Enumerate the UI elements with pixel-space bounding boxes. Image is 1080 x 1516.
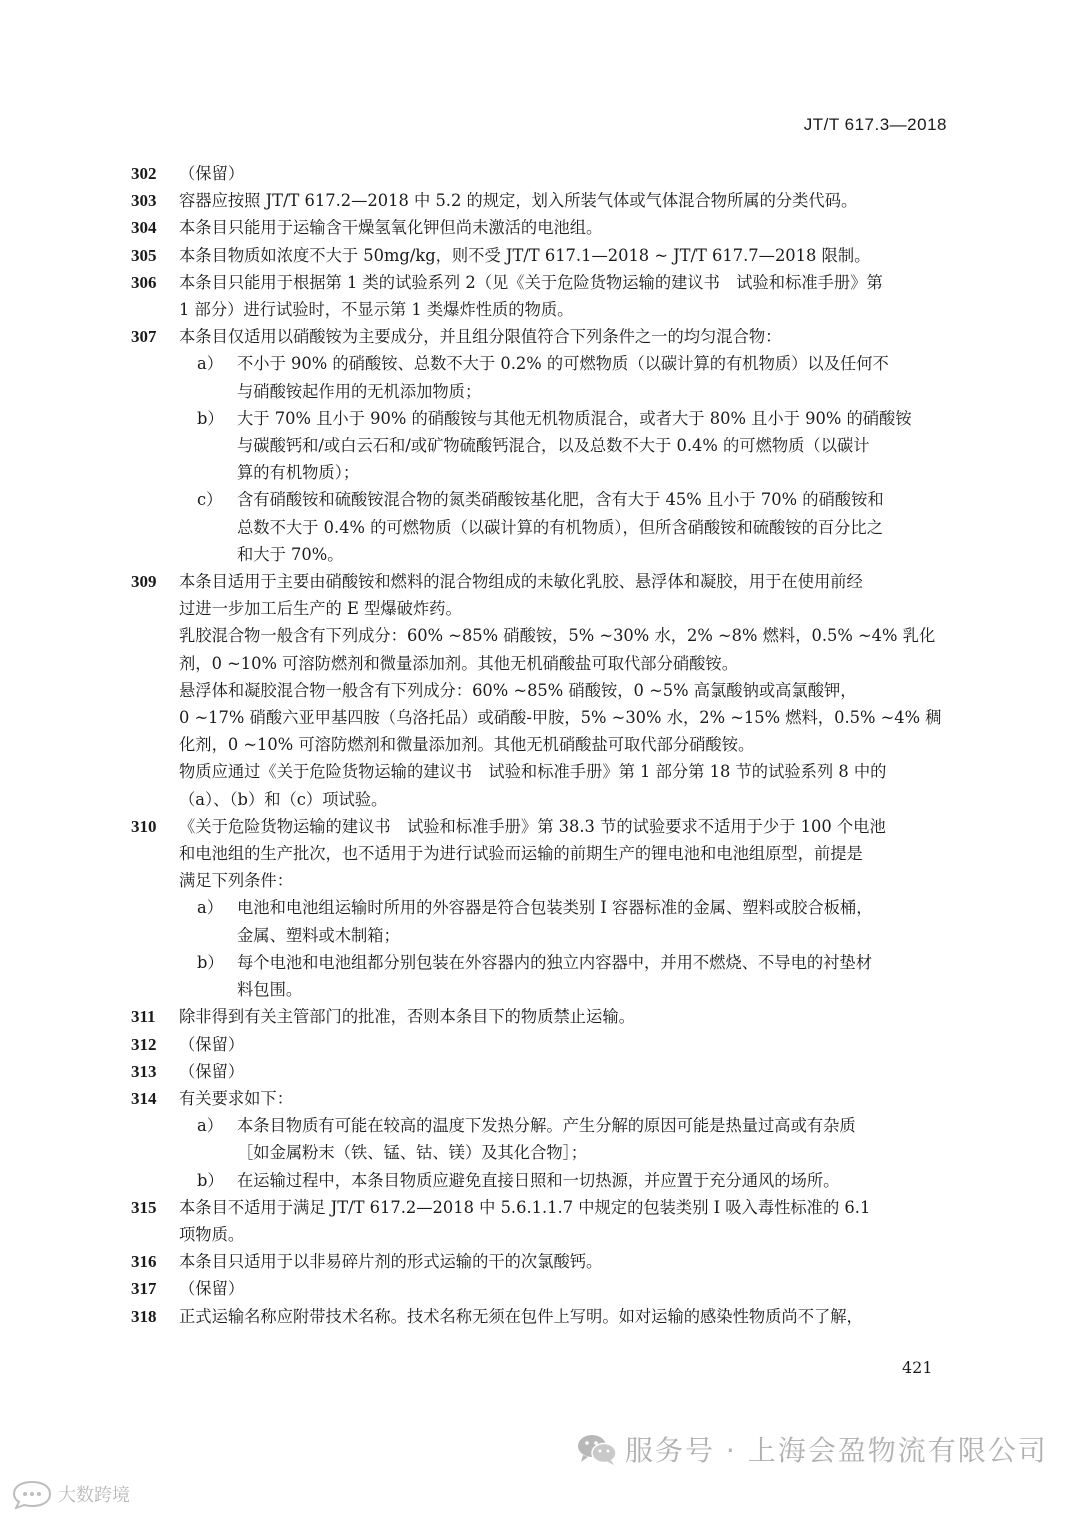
entry-309-paragraph xyxy=(131,677,947,759)
entry-line: （保留） xyxy=(179,1061,245,1081)
entry-302 xyxy=(131,160,947,187)
entry-number: 305 xyxy=(131,245,157,265)
sub-item-line: 和大于 70%。 xyxy=(237,544,344,564)
sub-item-text xyxy=(237,405,947,487)
entry-text xyxy=(179,242,947,269)
entry-number: 311 xyxy=(131,1007,156,1027)
entry-line: 正式运输名称应附带技术名称。技术名称无须在包件上写明。如对运输的感染性物质尚不了解， xyxy=(179,1306,863,1326)
entry-number: 307 xyxy=(131,327,157,347)
entry-number: 312 xyxy=(131,1034,157,1054)
entry-line: 本条目适用于主要由硝酸铵和燃料的混合物组成的未敏化乳胶、悬浮体和凝胶，用于在使用前经 xyxy=(179,572,863,592)
sub-item-line: ［如金属粉末（铁、锰、钴、镁）及其化合物］； xyxy=(237,1143,588,1163)
entry-307 xyxy=(131,323,947,350)
entry-line: 本条目物质如浓度不大于 50mg/kg，则不受 JT/T 617.1—2018 ~ JT/T 617.7—2018 限制。 xyxy=(179,245,871,265)
entry-line: 除非得到有关主管部门的批准，否则本条目下的物质禁止运输。 xyxy=(179,1007,635,1027)
entry-text xyxy=(179,323,947,350)
sub-item-a xyxy=(131,350,947,404)
paragraph-text xyxy=(179,622,947,676)
entry-312 xyxy=(131,1031,947,1058)
entry-line: 和电池组的生产批次，也不适用于为进行试验而运输的前期生产的锂电池和电池组原型，前提是 xyxy=(179,844,863,864)
wechat-icon xyxy=(575,1432,619,1466)
entry-text xyxy=(179,568,947,622)
paragraph-line: 剂，0 ~10% 可溶防燃剂和微量添加剂。其他无机硝酸盐可取代部分硝酸铵。 xyxy=(179,653,738,673)
entry-line: 容器应按照 JT/T 617.2—2018 中 5.2 的规定，划入所装气体或气体混合物所属的分类代码。 xyxy=(179,191,858,211)
paragraph-line: 化剂，0 ~10% 可溶防燃剂和微量添加剂。其他无机硝酸盐可取代部分硝酸铵。 xyxy=(179,735,755,755)
entry-line: 项物质。 xyxy=(179,1224,245,1244)
sub-item-label: a） xyxy=(197,898,223,918)
entry-line: 本条目不适用于满足 JT/T 617.2—2018 中 5.6.1.1.7 中规定的包装类别 Ⅰ 吸入毒性标准的 6.1 xyxy=(179,1197,871,1217)
entry-number: 315 xyxy=(131,1197,157,1217)
entry-line: 《关于危险货物运输的建议书 试验和标准手册》第 38.3 节的试验要求不适用于少于 100 个电池 xyxy=(179,816,886,836)
sub-item-text xyxy=(237,1112,947,1166)
entry-text xyxy=(179,187,947,214)
sub-item-label: b） xyxy=(197,952,224,972)
sub-item-line: 金属、塑料或木制箱； xyxy=(237,925,400,945)
entry-314 xyxy=(131,1085,947,1112)
entry-303 xyxy=(131,187,947,214)
sub-item-label: b） xyxy=(197,1170,224,1190)
sub-item-label: a） xyxy=(197,1116,223,1136)
entry-number: 306 xyxy=(131,272,157,292)
entry-text xyxy=(179,214,947,241)
standard-code-header: JT/T 617.3—2018 xyxy=(803,115,947,134)
watermark-left xyxy=(10,1479,130,1509)
sub-item-a xyxy=(131,1112,947,1166)
entry-304 xyxy=(131,214,947,241)
entry-text xyxy=(179,1194,947,1248)
sub-item-line: 总数不大于 0.4% 的可燃物质（以碳计算的有机物质），但所含硝酸铵和硫酸铵的百分比之 xyxy=(237,517,883,537)
entry-309 xyxy=(131,568,947,622)
sub-item-text xyxy=(237,1167,947,1194)
paragraph-text xyxy=(179,758,947,812)
entry-line: 本条目只能用于运输含干燥氢氧化钾但尚未激活的电池组。 xyxy=(179,218,603,238)
entry-number: 316 xyxy=(131,1252,157,1272)
entry-number: 314 xyxy=(131,1088,157,1108)
paragraph-line: 0 ~17% 硝酸六亚甲基四胺（乌洛托品）或硝酸-甲胺，5% ~30% 水，2% ~15% 燃料，0.5% ~4% 稠 xyxy=(179,708,942,728)
entry-line: 过进一步加工后生产的 E 型爆破炸药。 xyxy=(179,599,462,619)
entry-line: （保留） xyxy=(179,1034,245,1054)
paragraph-text xyxy=(179,677,947,759)
entry-305 xyxy=(131,242,947,269)
entry-313 xyxy=(131,1058,947,1085)
entry-text xyxy=(179,160,947,187)
sub-item-b xyxy=(131,405,947,487)
sub-item-line: 大于 70% 且小于 90% 的硝酸铵与其他无机物质混合，或者大于 80% 且小于 90% 的硝酸铵 xyxy=(237,408,912,428)
entry-text xyxy=(179,813,947,895)
paragraph-line: 乳胶混合物一般含有下列成分：60% ~85% 硝酸铵，5% ~30% 水，2% ~8% 燃料，0.5% ~4% 乳化 xyxy=(179,626,936,646)
entry-text xyxy=(179,1085,947,1112)
entry-number: 313 xyxy=(131,1061,157,1081)
paragraph-line: （a）、（b）和（c）项试验。 xyxy=(179,789,388,809)
sub-item-label: c） xyxy=(197,490,223,510)
entry-line: 本条目只能用于根据第 1 类的试验系列 2（见《关于危险货物运输的建议书 试验和标准手册》第 xyxy=(179,272,883,292)
entry-line: 满足下列条件： xyxy=(179,871,293,891)
entry-line: 本条目只适用于以非易碎片剂的形式运输的干的次氯酸钙。 xyxy=(179,1252,603,1272)
sub-item-label: b） xyxy=(197,408,224,428)
entry-318 xyxy=(131,1303,947,1330)
entry-text xyxy=(179,1058,947,1085)
entry-306 xyxy=(131,269,947,323)
sub-item-line: 算的有机物质）； xyxy=(237,463,360,483)
entry-text xyxy=(179,1275,947,1302)
chat-bubble-icon xyxy=(10,1479,54,1509)
sub-item-text xyxy=(237,949,947,1003)
sub-item-line: 料包围。 xyxy=(237,980,303,1000)
entry-text xyxy=(179,1003,947,1030)
document-body xyxy=(131,160,947,1330)
entry-number: 318 xyxy=(131,1306,157,1326)
sub-item-line: 不小于 90% 的硝酸铵、总数不大于 0.2% 的可燃物质（以碳计算的有机物质）以及任何不 xyxy=(237,354,889,374)
sub-item-line: 含有硝酸铵和硫酸铵混合物的氮类硝酸铵基化肥，含有大于 45% 且小于 70% 的硝酸铵和 xyxy=(237,490,884,510)
sub-item-text xyxy=(237,894,947,948)
entry-317 xyxy=(131,1275,947,1302)
paragraph-line: 悬浮体和凝胶混合物一般含有下列成分：60% ~85% 硝酸铵，0 ~5% 高氯酸钠或高氯酸钾， xyxy=(179,680,857,700)
entry-311 xyxy=(131,1003,947,1030)
sub-item-line: 在运输过程中，本条目物质应避免直接日照和一切热源，并应置于充分通风的场所。 xyxy=(237,1170,840,1190)
sub-item-line: 电池和电池组运输时所用的外容器是符合包装类别 Ⅰ 容器标准的金属、塑料或胶合板桶， xyxy=(237,898,873,918)
entry-text xyxy=(179,1031,947,1058)
entry-315 xyxy=(131,1194,947,1248)
page-number: 421 xyxy=(902,1358,933,1377)
watermark-right-text: 服务号 · 上海会盈物流有限公司 xyxy=(625,1434,1048,1467)
entry-text xyxy=(179,1248,947,1275)
watermark-left-text: 大数跨境 xyxy=(58,1485,130,1506)
entry-number: 317 xyxy=(131,1279,157,1299)
sub-item-b xyxy=(131,949,947,1003)
sub-item-line: 每个电池和电池组都分别包装在外容器内的独立内容器中，并用不燃烧、不导电的衬垫材 xyxy=(237,952,872,972)
entry-310 xyxy=(131,813,947,895)
entry-309-paragraph xyxy=(131,622,947,676)
entry-line: （保留） xyxy=(179,1279,245,1299)
entry-line: 本条目仅适用以硝酸铵为主要成分，并且组分限值符合下列条件之一的均匀混合物： xyxy=(179,327,782,347)
entry-309-paragraph xyxy=(131,758,947,812)
entry-line: 1 部分）进行试验时，不显示第 1 类爆炸性质的物质。 xyxy=(179,300,574,320)
entry-line: （保留） xyxy=(179,164,245,183)
entry-text xyxy=(179,1303,947,1330)
sub-item-a xyxy=(131,894,947,948)
paragraph-line: 物质应通过《关于危险货物运输的建议书 试验和标准手册》第 1 部分第 18 节的试验系列 8 中的 xyxy=(179,762,887,782)
entry-number: 303 xyxy=(131,191,157,211)
sub-item-b xyxy=(131,1167,947,1194)
entry-number: 310 xyxy=(131,816,157,836)
sub-item-line: 与硝酸铵起作用的无机添加物质； xyxy=(237,381,482,401)
sub-item-text xyxy=(237,486,947,568)
sub-item-line: 与碳酸钙和/或白云石和/或矿物硫酸钙混合，以及总数不大于 0.4% 的可燃物质（以碳计 xyxy=(237,436,870,456)
entry-316 xyxy=(131,1248,947,1275)
sub-item-line: 本条目物质有可能在较高的温度下发热分解。产生分解的原因可能是热量过高或有杂质 xyxy=(237,1116,856,1136)
sub-item-text xyxy=(237,350,947,404)
sub-item-label: a） xyxy=(197,354,223,374)
watermark-right xyxy=(575,1429,1048,1469)
entry-number: 302 xyxy=(131,164,157,183)
sub-item-c xyxy=(131,486,947,568)
entry-number: 304 xyxy=(131,218,157,238)
entry-text xyxy=(179,269,947,323)
entry-number: 309 xyxy=(131,572,157,592)
entry-line: 有关要求如下： xyxy=(179,1088,293,1108)
